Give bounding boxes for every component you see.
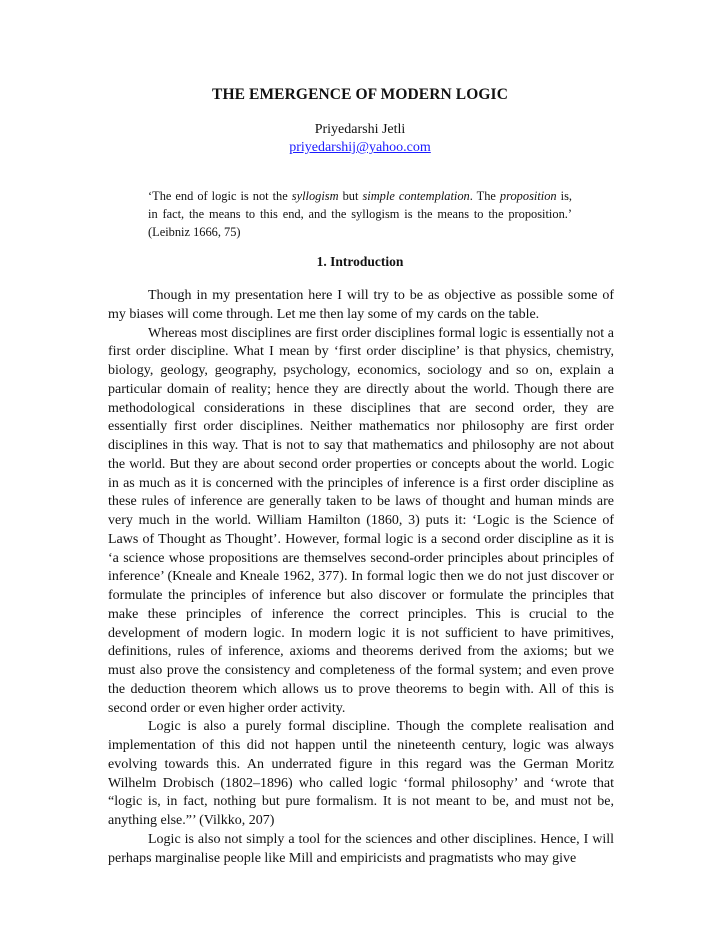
epigraph-emphasis: proposition — [499, 189, 557, 203]
author-email-link[interactable]: priyedarshij@yahoo.com — [289, 140, 431, 155]
paragraph: Logic is also a purely formal discipline. Though the complete realisation and implementation of this did not happen until the nineteenth century, logic was always evolving towards this. An underrated figure in this regard was the German Moritz Wilhelm Drobisch (1802–1896) who called logic ‘formal philosophy’ and ‘wrote that “logic is, in fact, nothing but pure formalism. It is not meant to be, and must not be, anything else.”’ (Vilkko, 207) — [108, 719, 614, 828]
epigraph-quote — [148, 187, 572, 241]
epigraph-text: ‘The end of logic is not the — [148, 189, 292, 203]
body-text — [108, 287, 614, 868]
paper-title: THE EMERGENCE OF MODERN LOGIC — [212, 86, 508, 103]
paragraph: Whereas most disciplines are first order disciplines formal logic is essentially not a first order discipline. What I mean by ‘first order discipline’ is that physics, chemistry, biology, geology, geography, psychology, economics, sociology and so on, explain a particular domain of reality; hence they are directly about the world. Though there are methodological considerations in these disciplines that are second order, they are essentially first order disciplines. Neither mathematics nor philosophy are first order disciplines in this way. That is not to say that mathematics and philosophy are not about the world. But they are about second order properties or concepts about the world. Logic in as much as it is concerned with the principles of inference is a first order discipline as these rules of inference are generally taken to be laws of thought and human minds are very much in the world. William Hamilton (1860, 3) puts it: ‘Logic is the Science of Laws of Thought as Thought’. However, formal logic is a second order discipline as it is ‘a science whose propositions are themselves second-order principles about principles of inference’ (Kneale and Kneale 1962, 377). In formal logic then we do not just discover or formulate the principles of inference but also discover or formulate the principles that make these principles of inference the correct principles. This is crucial to the development of modern logic. In modern logic it is not sufficient to have primitives, definitions, rules of inference, axioms and theorems derived from the axioms; but we must also prove the consistency and completeness of the formal system; and even prove the deduction theorem which allows us to prove theorems to begin with. All of this is second order or even higher order activity. — [108, 325, 614, 716]
paragraph: Though in my presentation here I will try to be as objective as possible some of my biases will come through. Let me then lay some of my cards on the table. — [108, 288, 614, 322]
section-heading: 1. Introduction — [316, 254, 404, 269]
epigraph-text: . The — [469, 189, 500, 203]
author-email — [0, 140, 720, 156]
epigraph-emphasis: simple contemplation — [362, 189, 470, 203]
epigraph-emphasis: syllogism — [291, 189, 339, 203]
author-name: Priyedarshi Jetli — [314, 122, 406, 137]
paragraph: Logic is also not simply a tool for the sciences and other disciplines. Hence, I will perhaps marginalise people like Mill and empiricists and pragmatists who may give — [108, 831, 614, 866]
epigraph-text: but — [338, 189, 363, 203]
epigraph-text: is, in fact, the means to this end, and the syllogism is the means to the proposition.’ (Leibniz 1666, 75) — [148, 189, 572, 239]
